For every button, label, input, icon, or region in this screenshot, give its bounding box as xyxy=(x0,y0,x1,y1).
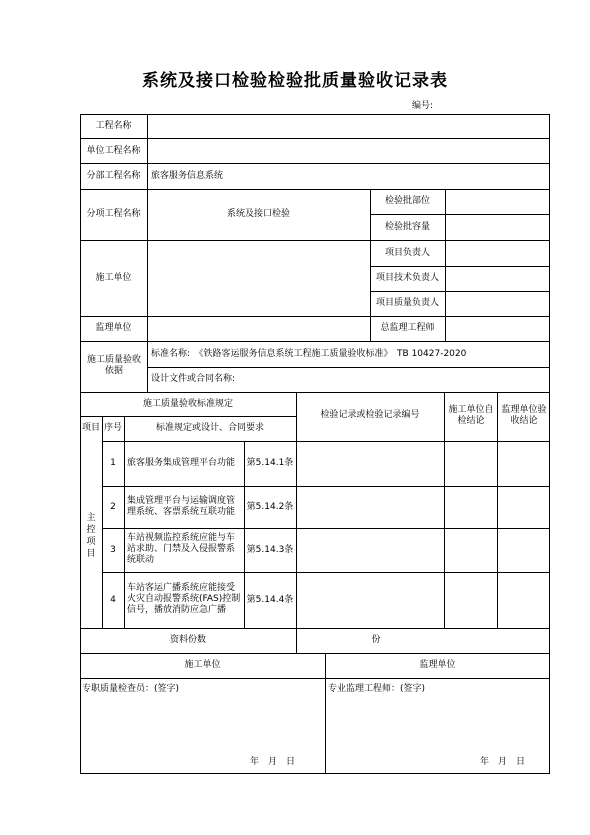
item-no: 1 xyxy=(110,458,116,468)
seq-header: 序号 xyxy=(103,423,122,433)
standard-name-text: 标准名称: 《铁路客运服务信息系统工程施工质量验收标准》 TB 10427-2020 xyxy=(151,349,467,359)
form-title: 系统及接口检验检验批质量验收记录表 xyxy=(142,71,448,91)
quality-leader-label: 项目质量负责人 xyxy=(375,298,439,308)
item-clause: 第5.14.4条 xyxy=(246,595,294,605)
item-no: 3 xyxy=(110,545,116,555)
requirement-header: 标准规定或设计、合同要求 xyxy=(155,423,264,433)
acceptance-basis-label: 施工质量验收依据 xyxy=(86,355,141,376)
project-name-label: 工程名称 xyxy=(95,121,132,131)
item-clause: 第5.14.3条 xyxy=(246,545,294,555)
item-clause: 第5.14.2条 xyxy=(246,502,294,512)
item-desc: 车站客运广播系统应能接受火灾自动报警系统(FAS)控制信号，播放消防应急广播 xyxy=(127,583,241,615)
item-desc: 车站视频监控系统应能与车站求助、门禁及入侵报警系统联动 xyxy=(127,533,236,565)
serial-number-label: 编号: xyxy=(412,101,434,111)
unit-project-name-label: 单位工程名称 xyxy=(86,146,141,156)
item-desc: 集成管理平台与运输调度管理系统、客票系统互联功能 xyxy=(127,496,236,517)
item-clause: 第5.14.1条 xyxy=(246,458,294,468)
self-check-header: 施工单位自检结论 xyxy=(448,405,494,426)
part-project-name-label: 分部工程名称 xyxy=(86,171,141,181)
supervision-check-header: 监理单位验收结论 xyxy=(501,405,547,426)
supervision-unit-label: 监理单位 xyxy=(95,323,132,333)
copies-unit: 份 xyxy=(371,635,381,645)
sub-project-value: 系统及接口检验 xyxy=(226,209,290,219)
batch-capacity-label: 检验批容量 xyxy=(384,222,430,232)
record-no-header: 检验记录或检验记录编号 xyxy=(320,410,420,420)
main-items-label: 主控项目 xyxy=(86,513,96,559)
spec-header: 施工质量验收标准规定 xyxy=(142,399,233,409)
footer-supervision-unit: 监理单位 xyxy=(419,660,456,670)
construction-unit-label: 施工单位 xyxy=(95,273,132,283)
tech-leader-label: 项目技术负责人 xyxy=(375,273,439,283)
footer-construction-unit: 施工单位 xyxy=(184,660,221,670)
item-no: 2 xyxy=(110,502,116,512)
sub-project-name-label: 分项工程名称 xyxy=(86,209,141,219)
date-left: 年 月 日 xyxy=(250,757,296,767)
item-no: 4 xyxy=(110,595,116,605)
part-project-value: 旅客服务信息系统 xyxy=(151,171,224,181)
quality-inspector-signature[interactable]: 专职质量检查员：(签字) xyxy=(82,684,180,694)
batch-location-label: 检验批部位 xyxy=(384,196,430,206)
project-leader-label: 项目负责人 xyxy=(384,248,430,258)
item-desc: 旅客服务集成管理平台功能 xyxy=(127,458,236,468)
design-docs-label: 设计文件或合同名称: xyxy=(151,374,236,384)
data-copies-label: 资料份数 xyxy=(169,635,206,645)
supervision-engineer-signature[interactable]: 专业监理工程师：(签字) xyxy=(328,684,426,694)
item-header: 项目 xyxy=(81,423,100,433)
chief-supervisor-label: 总监理工程师 xyxy=(380,323,435,333)
date-right: 年 月 日 xyxy=(480,757,526,767)
